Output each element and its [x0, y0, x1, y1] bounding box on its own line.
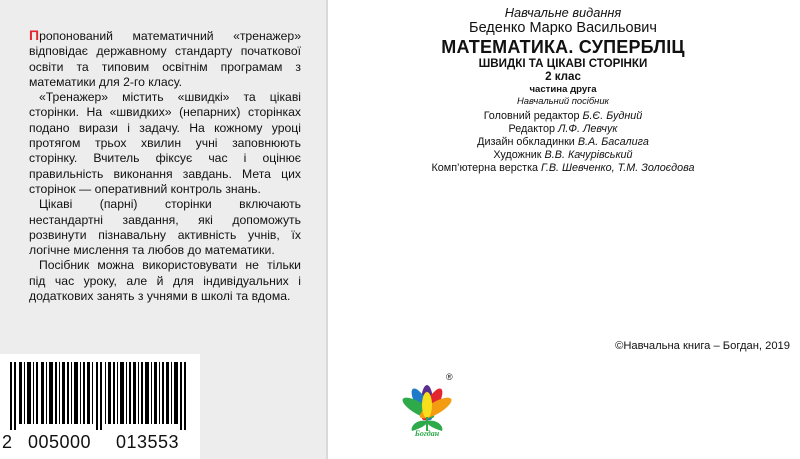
publisher-wordmark: Богдан	[414, 429, 440, 438]
book-subtitle: ШВИДКІ ТА ЦІКАВІ СТОРІНКИ	[478, 57, 648, 70]
annotation-paragraph-2: «Тренажер» містить «швидкі» та цікаві сторінки. На «швидких» (непарних) сторінках подано вирази і задачу. На кожному уроці протягом трьох хвилин учні заповнюють сторінку. Вчитель фіксує час і оцінює правильність виконання завдань. Мета цих сторінок — оперативний контроль знань.	[29, 90, 301, 196]
drop-cap: П	[29, 27, 40, 43]
credit-role: Художник	[493, 149, 542, 161]
annotation-text	[29, 28, 301, 304]
publisher-logo	[398, 372, 456, 443]
series-label: Навчальне видання	[504, 5, 622, 20]
barcode-digit-prefix: 2	[2, 432, 13, 452]
barcode-bars	[10, 362, 192, 432]
author-name: Беденко Марко Васильович	[469, 20, 657, 36]
credit-name: Л.Ф. Левчук	[557, 123, 618, 135]
credit-editor	[408, 123, 718, 136]
credit-role: Комп’ютерна верстка	[431, 162, 539, 174]
credit-name: В.В. Качурівський	[544, 149, 633, 161]
barcode-digits-left: 005000	[28, 432, 92, 452]
grade-label: 2 клас	[545, 70, 581, 83]
credit-name: Б.Є. Будний	[582, 110, 643, 122]
credit-name: Г.В. Шевченко, Т.М. Золоєдова	[541, 162, 695, 174]
annotation-paragraph-3: Цікаві (парні) сторінки включають нестандартні завдання, які допоможуть розвинути пізнавальну активність учнів, їх логічне мислення та любов до математики.	[29, 197, 301, 258]
credit-chief-editor	[408, 110, 718, 123]
annotation-paragraph-1	[29, 28, 301, 90]
title-block	[408, 0, 718, 107]
barcode-digits-right: 013553	[116, 432, 180, 452]
credit-name: В.А. Басалига	[577, 136, 649, 148]
credit-illustrator	[408, 149, 718, 162]
credit-role: Редактор	[508, 123, 555, 135]
credits	[408, 110, 718, 175]
credit-role: Головний редактор	[483, 110, 580, 122]
credit-layout	[408, 162, 718, 175]
book-title: МАТЕМАТИКА. СУПЕРБЛІЦ	[441, 37, 685, 57]
right-page	[328, 0, 800, 459]
credit-cover-design	[408, 136, 718, 149]
part-label: частина друга	[529, 84, 597, 95]
barcode	[0, 354, 200, 459]
copyright-notice: ©Навчальна книга – Богдан, 2019	[615, 340, 790, 352]
annotation-paragraph-4: Посібник можна використовувати не тільки під час уроку, але й для індивідуальних і додаткових занять з учнями в школі та вдома.	[29, 258, 301, 304]
barcode-digits	[0, 430, 200, 456]
left-page	[0, 0, 326, 459]
credit-role: Дизайн обкладинки	[477, 136, 575, 148]
book-type-label: Навчальний посібник	[517, 95, 609, 106]
annotation-paragraph-1-text: ропонований математичний «тренажер» відповідає державному стандарту початкової освіти та типовим освітнім програмам з математики для 2-го класу.	[29, 29, 301, 89]
registered-mark: ®	[446, 372, 453, 382]
